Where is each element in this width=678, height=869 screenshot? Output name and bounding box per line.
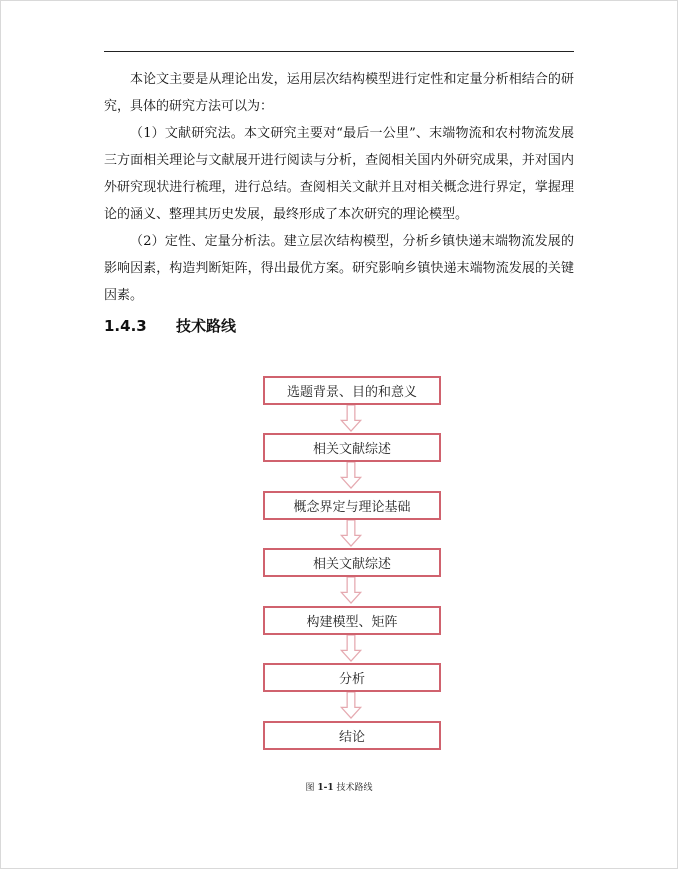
figure-caption-number: 1-1 (317, 783, 334, 793)
flow-arrow-down-icon (339, 462, 363, 489)
flow-step-literature-review: 相关文献综述 (263, 433, 441, 462)
paragraph-analysis-method: （2）定性、定量分析法。建立层次结构模型，分析乡镇快递末端物流发展的影响因素，构造判断矩阵，得出最优方案。研究影响乡镇快递末端物流发展的关键因素。 (104, 234, 574, 303)
flow-arrow-down-icon (339, 692, 363, 719)
header-rule (104, 51, 574, 52)
flow-step-model-matrix: 构建模型、矩阵 (263, 606, 441, 635)
paragraph-intro: 本论文主要是从理论出发，运用层次结构模型进行定性和定量分析相结合的研究，具体的研究方法可以为： (104, 72, 574, 114)
flow-arrow-down-icon (339, 635, 363, 662)
section-number: 1.4.3 (104, 317, 147, 335)
section-heading (104, 315, 236, 336)
flow-arrow-down-icon (339, 405, 363, 432)
flow-step-analysis: 分析 (263, 663, 441, 692)
flow-step-concepts-theory: 概念界定与理论基础 (263, 491, 441, 520)
paragraph-literature-method: （1）文献研究法。本文研究主要对“最后一公里”、末端物流和农村物流发展三方面相关理论与文献展开进行阅读与分析，查阅相关国内外研究成果，并对国内外研究现状进行梳理，进行总结。查阅相关文献并且对相关概念进行界定，掌握理论的涵义、整理其历史发展，最终形成了本次研究的理论模型。 (104, 126, 574, 222)
flow-step-literature-review-2: 相关文献综述 (263, 548, 441, 577)
flow-step-topic-background: 选题背景、目的和意义 (263, 376, 441, 405)
flow-step-conclusion: 结论 (263, 721, 441, 750)
figure-caption (0, 780, 678, 793)
flow-arrow-down-icon (339, 520, 363, 547)
flow-arrow-down-icon (339, 577, 363, 604)
section-title: 技术路线 (176, 317, 237, 335)
figure-caption-prefix: 图 (305, 783, 315, 793)
figure-caption-text: 技术路线 (336, 783, 373, 793)
